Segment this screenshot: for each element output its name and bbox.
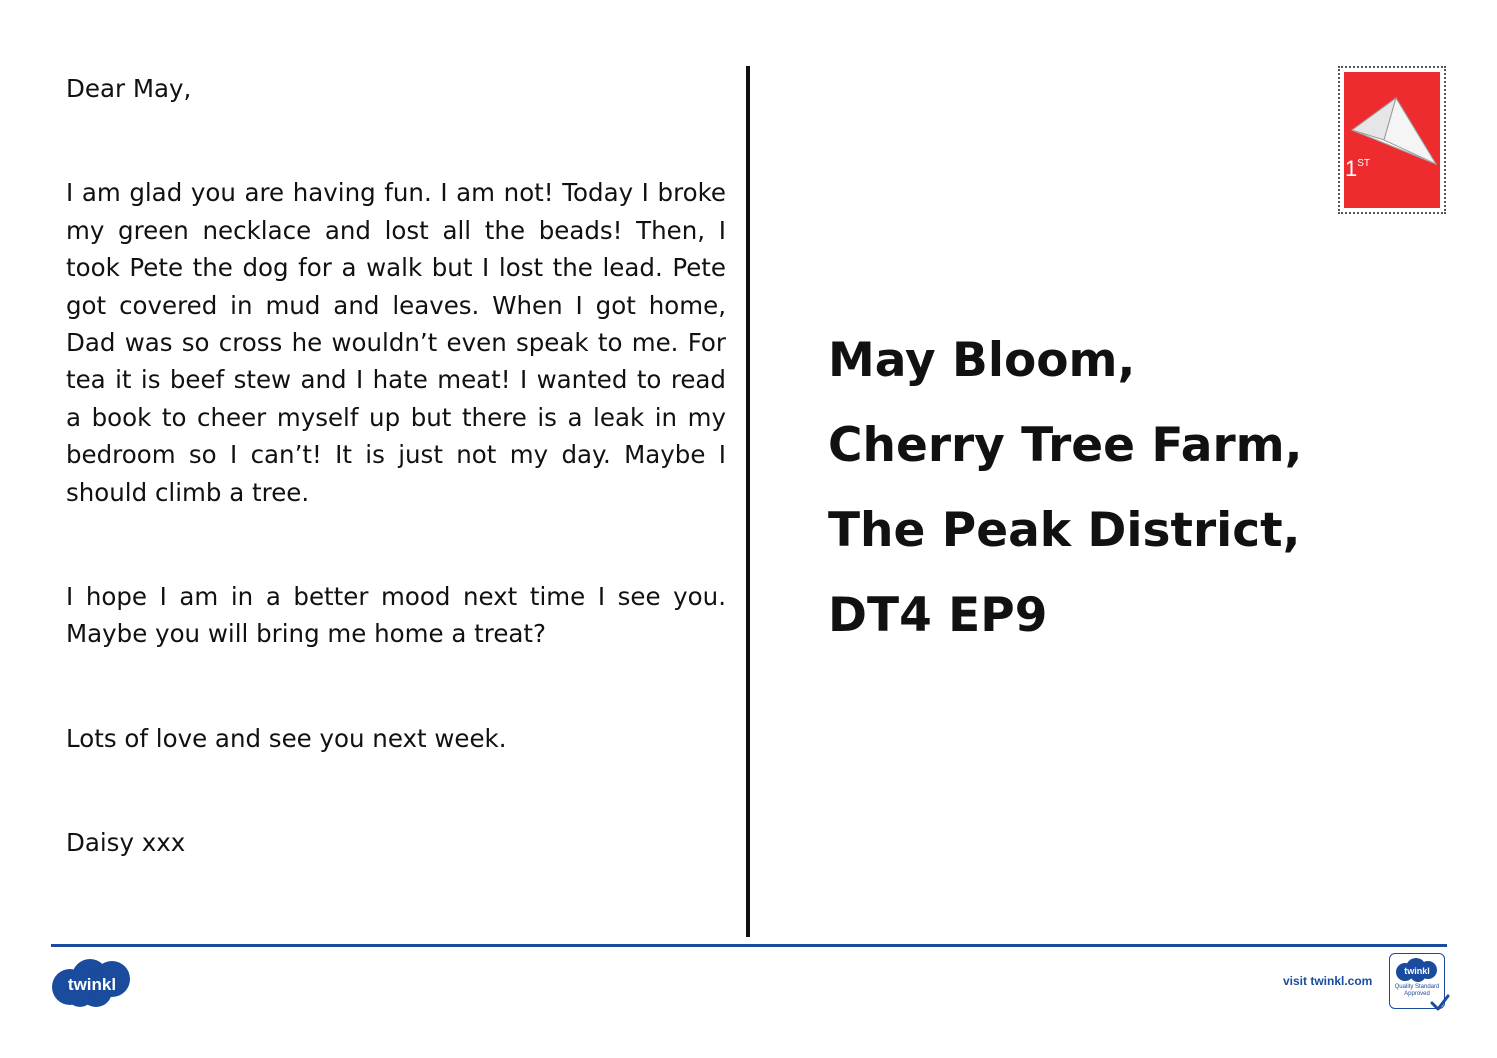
address-line-name: May Bloom, [828,333,1136,388]
postage-stamp [1338,66,1446,214]
address-line-postcode: DT4 EP9 [828,588,1048,643]
letter-closing: Lots of love and see you next week. [66,723,507,753]
quality-badge [1389,953,1445,1009]
paper-plane-icon [1344,86,1440,166]
twinkl-logo-text: twinkl [67,975,117,994]
stamp-value-number: 1 [1345,156,1358,181]
checkmark-icon [1430,994,1450,1012]
address-line-region: The Peak District, [828,503,1301,558]
letter-text [66,70,726,862]
letter-greeting: Dear May, [66,74,192,103]
badge-line-1: Quality Standard [1394,984,1440,990]
postcard-divider [746,66,750,937]
footer-rule [51,944,1447,947]
address-line-farm: Cherry Tree Farm, [828,418,1303,473]
letter-body: I am glad you are having fun. I am not! Today I broke my green necklace and lost all the beads! Then, I took Pete the dog for a walk but I lost the lead. Pete got covered in mud and leaves. When I got home, Dad was so cross he wouldn’t even speak to me. For tea it is beef stew and I hate meat! I wanted to read a book to cheer myself up but there is a leak in my bedroom so I can’t! It is just not my day. Maybe I should climb a tree. [66,178,726,507]
letter-signature: Daisy xxx [66,828,186,858]
badge-line-2: Approved [1404,991,1430,997]
visit-link[interactable]: visit twinkl.com [1283,974,1373,988]
badge-cloud-icon [1394,958,1440,982]
twinkl-logo [50,957,134,1009]
stamp-value-suffix: ST [1357,158,1371,169]
badge-logo-text: twinkl [1404,966,1430,976]
letter-paragraph-2: I hope I am in a better mood next time I see you. Maybe you will bring me home a treat? [66,582,726,649]
stamp-value [1345,156,1370,182]
recipient-address [828,318,1302,658]
